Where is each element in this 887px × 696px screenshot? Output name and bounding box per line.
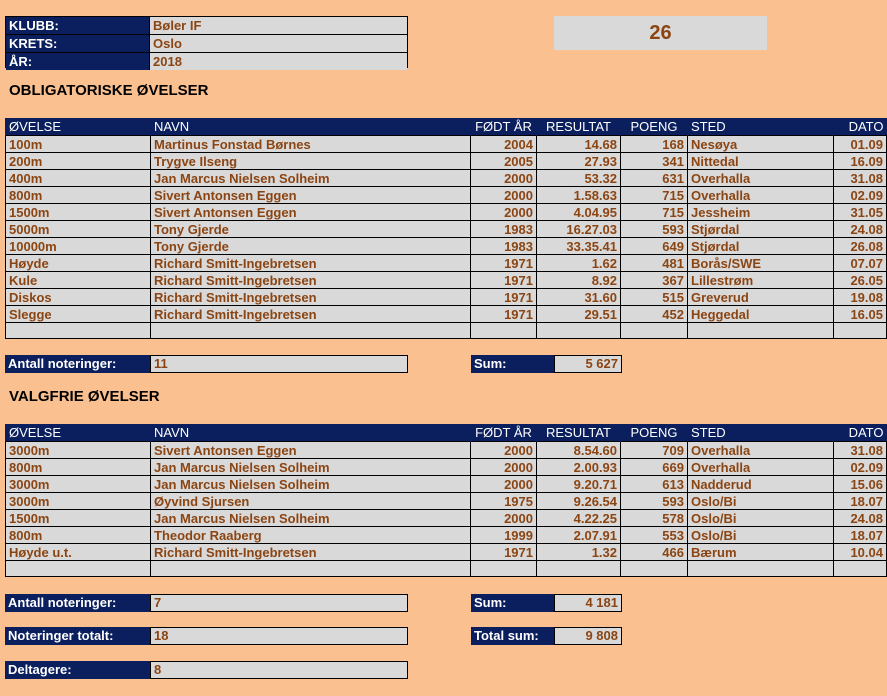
cell-resultat: 9.26.54 [537, 493, 621, 510]
noteringer-totalt-label: Noteringer totalt: [5, 627, 150, 645]
cell-poeng: 593 [621, 221, 688, 238]
cell-fodt: 2000 [471, 442, 537, 459]
krets-label: KRETS: [6, 35, 150, 52]
cell-sted: Nadderud [688, 476, 834, 493]
ar-value: 2018 [150, 53, 407, 70]
cell-fodt: 2000 [471, 476, 537, 493]
empty-row [6, 561, 887, 577]
cell-ovelse: 10000m [6, 238, 151, 255]
cell-dato: 15.06 [834, 476, 887, 493]
cell-sted: Overhalla [688, 170, 834, 187]
cell-dato: 16.05 [834, 306, 887, 323]
cell-dato: 02.09 [834, 187, 887, 204]
table-row [6, 289, 887, 306]
cell-fodt: 2000 [471, 510, 537, 527]
cell-dato: 18.07 [834, 527, 887, 544]
cell-poeng: 481 [621, 255, 688, 272]
header-poeng: POENG [621, 118, 688, 136]
cell-ovelse: Kule [6, 272, 151, 289]
cell-navn: Jan Marcus Nielsen Solheim [151, 170, 471, 187]
cell-ovelse: 3000m [6, 476, 151, 493]
empty-cell [537, 561, 621, 577]
cell-resultat: 8.54.60 [537, 442, 621, 459]
cell-poeng: 613 [621, 476, 688, 493]
cell-ovelse: 1500m [6, 510, 151, 527]
cell-sted: Oslo/Bi [688, 527, 834, 544]
cell-dato: 26.05 [834, 272, 887, 289]
cell-resultat: 1.58.63 [537, 187, 621, 204]
cell-sted: Oslo/Bi [688, 493, 834, 510]
total-sum-label: Total sum: [471, 627, 554, 645]
cell-navn: Jan Marcus Nielsen Solheim [151, 459, 471, 476]
cell-ovelse: Slegge [6, 306, 151, 323]
header-navn: NAVN [151, 118, 471, 136]
cell-sted: Greverud [688, 289, 834, 306]
cell-poeng: 466 [621, 544, 688, 561]
participants-big-number: 26 [554, 16, 767, 50]
club-info-box [5, 16, 408, 68]
cell-resultat: 4.22.25 [537, 510, 621, 527]
cell-navn: Tony Gjerde [151, 238, 471, 255]
cell-sted: Nesøya [688, 136, 834, 153]
table-row [6, 493, 887, 510]
table-row [6, 476, 887, 493]
header-sted: STED [688, 424, 834, 442]
cell-ovelse: 3000m [6, 493, 151, 510]
optional-antall-value: 7 [150, 594, 408, 612]
cell-ovelse: 400m [6, 170, 151, 187]
cell-navn: Richard Smitt-Ingebretsen [151, 272, 471, 289]
cell-resultat: 14.68 [537, 136, 621, 153]
cell-resultat: 4.04.95 [537, 204, 621, 221]
cell-navn: Theodor Raaberg [151, 527, 471, 544]
cell-dato: 24.08 [834, 510, 887, 527]
obligatory-antall-label: Antall noteringer: [5, 355, 150, 373]
table-row [6, 204, 887, 221]
cell-ovelse: 800m [6, 187, 151, 204]
table-row [6, 442, 887, 459]
cell-fodt: 1975 [471, 493, 537, 510]
cell-dato: 02.09 [834, 459, 887, 476]
cell-fodt: 1971 [471, 306, 537, 323]
empty-cell [151, 561, 471, 577]
table-row [6, 153, 887, 170]
cell-resultat: 9.20.71 [537, 476, 621, 493]
header-resultat: RESULTAT [537, 424, 621, 442]
header-dato: DATO [834, 118, 887, 136]
cell-sted: Nittedal [688, 153, 834, 170]
cell-resultat: 1.32 [537, 544, 621, 561]
empty-cell [834, 323, 887, 339]
cell-sted: Oslo/Bi [688, 510, 834, 527]
cell-sted: Jessheim [688, 204, 834, 221]
cell-sted: Overhalla [688, 459, 834, 476]
table-row [6, 187, 887, 204]
cell-navn: Jan Marcus Nielsen Solheim [151, 476, 471, 493]
optional-section-title: VALGFRIE ØVELSER [9, 388, 160, 405]
cell-navn: Øyvind Sjursen [151, 493, 471, 510]
cell-poeng: 515 [621, 289, 688, 306]
cell-poeng: 341 [621, 153, 688, 170]
table-row [6, 527, 887, 544]
cell-fodt: 1999 [471, 527, 537, 544]
cell-dato: 31.08 [834, 170, 887, 187]
cell-fodt: 1971 [471, 272, 537, 289]
header-fodt: FØDT ÅR [471, 424, 537, 442]
cell-sted: Borås/SWE [688, 255, 834, 272]
cell-fodt: 2000 [471, 187, 537, 204]
cell-sted: Stjørdal [688, 238, 834, 255]
cell-navn: Richard Smitt-Ingebretsen [151, 306, 471, 323]
cell-navn: Richard Smitt-Ingebretsen [151, 255, 471, 272]
table-row [6, 306, 887, 323]
obligatory-section-title: OBLIGATORISKE ØVELSER [9, 82, 209, 99]
cell-dato: 31.05 [834, 204, 887, 221]
empty-cell [151, 323, 471, 339]
header-ovelse: ØVELSE [6, 424, 151, 442]
cell-poeng: 578 [621, 510, 688, 527]
krets-value: Oslo [150, 35, 407, 52]
header-sted: STED [688, 118, 834, 136]
cell-resultat: 53.32 [537, 170, 621, 187]
cell-fodt: 1971 [471, 255, 537, 272]
cell-dato: 19.08 [834, 289, 887, 306]
table-row [6, 459, 887, 476]
empty-cell [621, 561, 688, 577]
obligatory-sum-value: 5 627 [554, 355, 622, 373]
cell-sted: Bærum [688, 544, 834, 561]
optional-sum-value: 4 181 [554, 594, 622, 612]
cell-sted: Lillestrøm [688, 272, 834, 289]
optional-header-row [6, 424, 887, 442]
cell-fodt: 2000 [471, 459, 537, 476]
table-row [6, 170, 887, 187]
cell-navn: Trygve Ilseng [151, 153, 471, 170]
header-poeng: POENG [621, 424, 688, 442]
empty-cell [471, 323, 537, 339]
cell-navn: Martinus Fonstad Børnes [151, 136, 471, 153]
cell-navn: Richard Smitt-Ingebretsen [151, 544, 471, 561]
empty-cell [621, 323, 688, 339]
cell-fodt: 1983 [471, 221, 537, 238]
cell-ovelse: Diskos [6, 289, 151, 306]
header-dato: DATO [834, 424, 887, 442]
cell-resultat: 1.62 [537, 255, 621, 272]
empty-cell [537, 323, 621, 339]
cell-ovelse: 5000m [6, 221, 151, 238]
obligatory-antall-value: 11 [150, 355, 408, 373]
table-row [6, 510, 887, 527]
cell-navn: Richard Smitt-Ingebretsen [151, 289, 471, 306]
cell-poeng: 452 [621, 306, 688, 323]
cell-dato: 18.07 [834, 493, 887, 510]
header-navn: NAVN [151, 424, 471, 442]
cell-sted: Heggedal [688, 306, 834, 323]
klubb-value: Bøler IF [150, 17, 407, 34]
optional-sum-label: Sum: [471, 594, 554, 612]
klubb-label: KLUBB: [6, 17, 150, 34]
cell-fodt: 2004 [471, 136, 537, 153]
cell-poeng: 553 [621, 527, 688, 544]
empty-cell [6, 561, 151, 577]
cell-poeng: 367 [621, 272, 688, 289]
cell-fodt: 1971 [471, 289, 537, 306]
cell-fodt: 2005 [471, 153, 537, 170]
cell-resultat: 2.00.93 [537, 459, 621, 476]
cell-fodt: 2000 [471, 204, 537, 221]
cell-fodt: 1971 [471, 544, 537, 561]
obligatory-sum-label: Sum: [471, 355, 554, 373]
noteringer-totalt-value: 18 [150, 627, 408, 645]
optional-table [5, 424, 887, 577]
deltagere-value: 8 [150, 661, 408, 679]
cell-poeng: 709 [621, 442, 688, 459]
cell-ovelse: 3000m [6, 442, 151, 459]
cell-navn: Jan Marcus Nielsen Solheim [151, 510, 471, 527]
cell-poeng: 669 [621, 459, 688, 476]
table-row [6, 136, 887, 153]
cell-dato: 01.09 [834, 136, 887, 153]
table-row [6, 238, 887, 255]
cell-navn: Sivert Antonsen Eggen [151, 187, 471, 204]
cell-resultat: 2.07.91 [537, 527, 621, 544]
cell-dato: 07.07 [834, 255, 887, 272]
table-row [6, 544, 887, 561]
header-ovelse: ØVELSE [6, 118, 151, 136]
cell-resultat: 27.93 [537, 153, 621, 170]
cell-dato: 31.08 [834, 442, 887, 459]
cell-ovelse: 800m [6, 459, 151, 476]
cell-navn: Sivert Antonsen Eggen [151, 442, 471, 459]
cell-fodt: 2000 [471, 170, 537, 187]
cell-fodt: 1983 [471, 238, 537, 255]
cell-poeng: 715 [621, 187, 688, 204]
table-row [6, 221, 887, 238]
cell-poeng: 715 [621, 204, 688, 221]
obligatory-header-row [6, 118, 887, 136]
empty-row [6, 323, 887, 339]
cell-sted: Overhalla [688, 187, 834, 204]
cell-sted: Stjørdal [688, 221, 834, 238]
header-fodt: FØDT ÅR [471, 118, 537, 136]
empty-cell [688, 323, 834, 339]
cell-resultat: 31.60 [537, 289, 621, 306]
club-info-row-krets [6, 35, 407, 53]
cell-resultat: 8.92 [537, 272, 621, 289]
cell-resultat: 29.51 [537, 306, 621, 323]
ar-label: ÅR: [6, 53, 150, 70]
cell-ovelse: 1500m [6, 204, 151, 221]
table-row [6, 255, 887, 272]
cell-poeng: 649 [621, 238, 688, 255]
empty-cell [6, 323, 151, 339]
optional-antall-label: Antall noteringer: [5, 594, 150, 612]
cell-poeng: 593 [621, 493, 688, 510]
deltagere-label: Deltagere: [5, 661, 150, 679]
cell-sted: Overhalla [688, 442, 834, 459]
obligatory-table [5, 118, 887, 339]
cell-ovelse: 200m [6, 153, 151, 170]
cell-dato: 10.04 [834, 544, 887, 561]
empty-cell [688, 561, 834, 577]
cell-poeng: 631 [621, 170, 688, 187]
cell-ovelse: Høyde [6, 255, 151, 272]
empty-cell [834, 561, 887, 577]
cell-resultat: 16.27.03 [537, 221, 621, 238]
cell-navn: Tony Gjerde [151, 221, 471, 238]
cell-poeng: 168 [621, 136, 688, 153]
header-resultat: RESULTAT [537, 118, 621, 136]
table-row [6, 272, 887, 289]
cell-navn: Sivert Antonsen Eggen [151, 204, 471, 221]
cell-ovelse: 100m [6, 136, 151, 153]
cell-dato: 26.08 [834, 238, 887, 255]
cell-dato: 24.08 [834, 221, 887, 238]
empty-cell [471, 561, 537, 577]
cell-ovelse: 800m [6, 527, 151, 544]
total-sum-value: 9 808 [554, 627, 622, 645]
cell-resultat: 33.35.41 [537, 238, 621, 255]
club-info-row-klubb [6, 17, 407, 35]
cell-dato: 16.09 [834, 153, 887, 170]
club-info-row-ar [6, 53, 407, 70]
cell-ovelse: Høyde u.t. [6, 544, 151, 561]
